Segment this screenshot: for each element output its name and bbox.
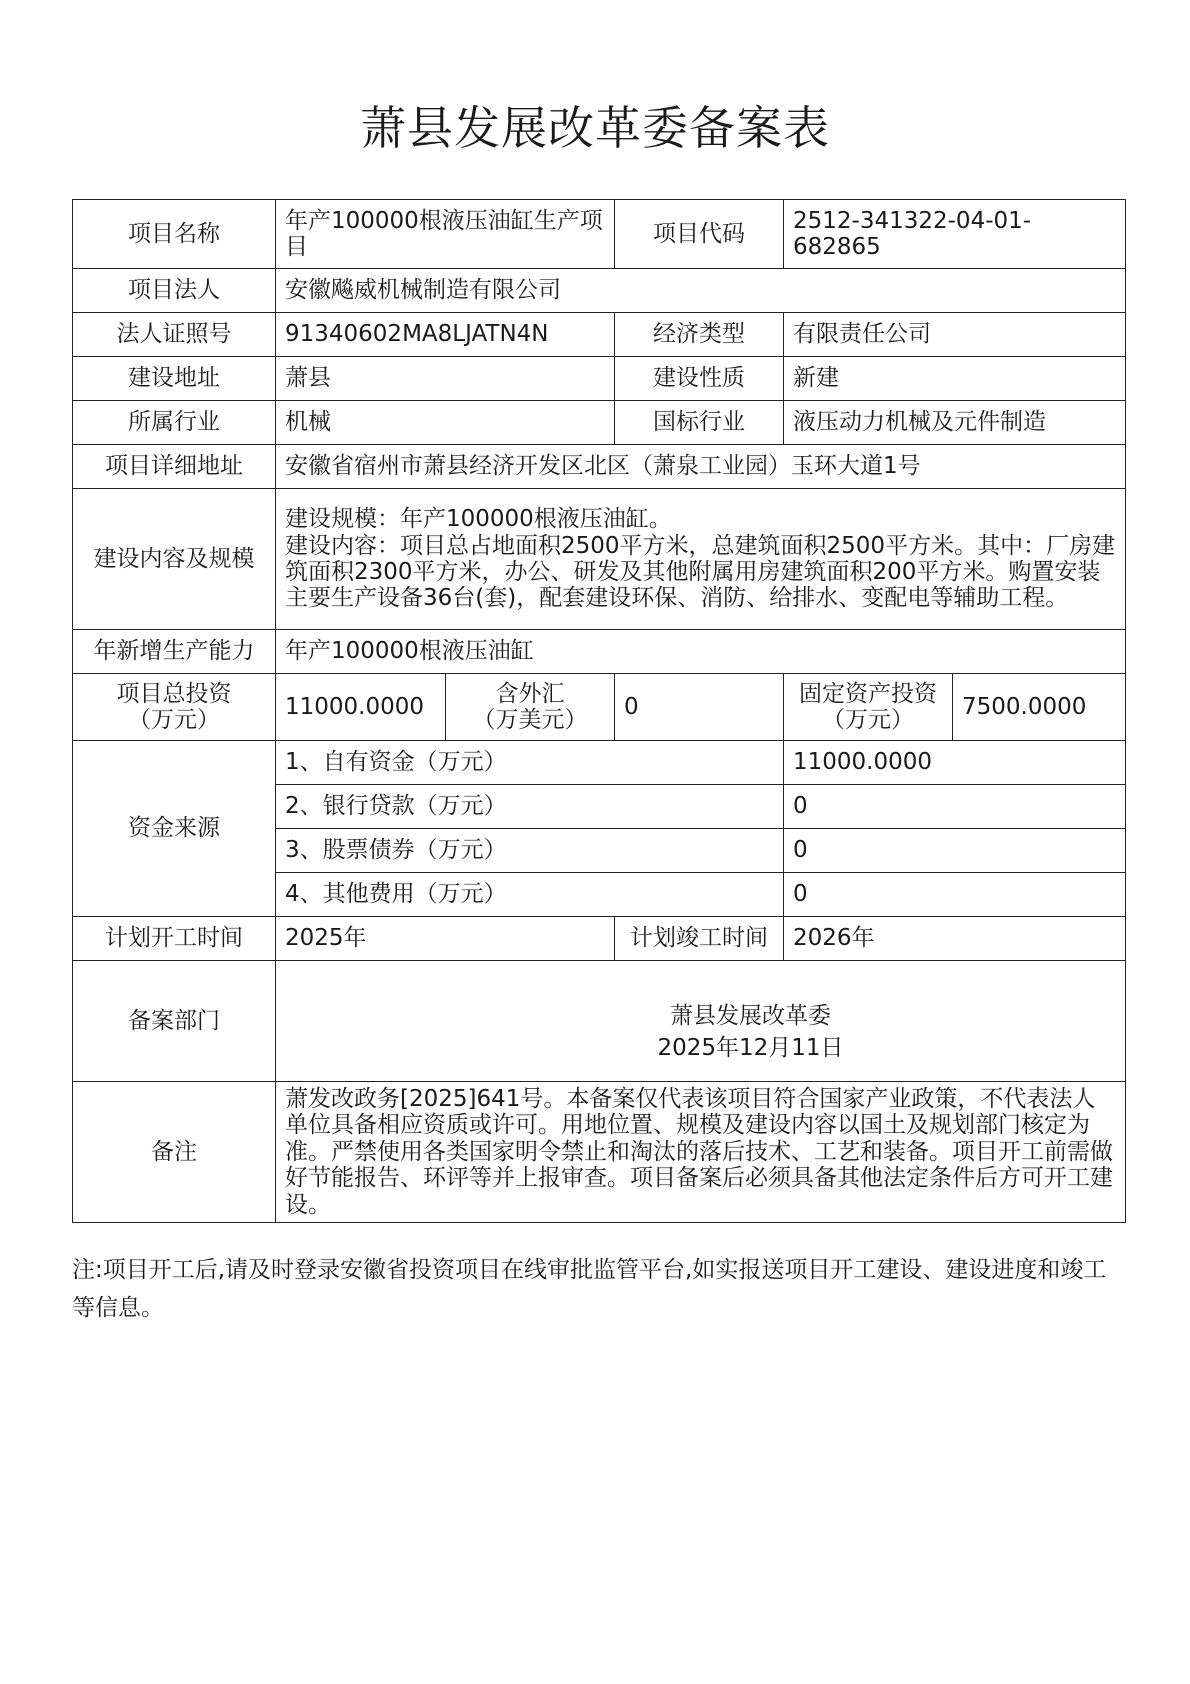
forex-value: 0 [615, 674, 784, 741]
total-investment-label: 项目总投资 （万元） [73, 674, 276, 741]
national-industry-value: 液压动力机械及元件制造 [784, 401, 1126, 445]
build-nature-label: 建设性质 [615, 357, 784, 401]
row-project-name [73, 200, 1126, 269]
fund-item-label: 4、其他费用（万元） [276, 873, 784, 917]
row-investment [73, 674, 1126, 741]
project-code-label: 项目代码 [615, 200, 784, 269]
row-new-capacity [73, 630, 1126, 674]
fund-item-value: 11000.0000 [784, 741, 1126, 785]
industry-label: 所属行业 [73, 401, 276, 445]
row-legal-person [73, 269, 1126, 313]
finish-time-label: 计划竣工时间 [615, 917, 784, 961]
fund-item-value: 0 [784, 873, 1126, 917]
fixed-asset-label: 固定资产投资 （万元） [784, 674, 953, 741]
row-industry [73, 401, 1126, 445]
row-remarks [73, 1082, 1126, 1223]
detail-address-value: 安徽省宿州市萧县经济开发区北区（萧泉工业园）玉环大道1号 [276, 445, 1126, 489]
content-scale-value: 建设规模：年产100000根液压油缸。 建设内容：项目总占地面积2500平方米，总建筑面积2500平方米。其中：厂房建筑面积2300平方米，办公、研发及其他附属用房建筑面积200平方米。购置安装主要生产设备36台(套)，配套建设环保、消防、给排水、变配电等辅助工程。 [276, 489, 1126, 630]
finish-time-value: 2026年 [784, 917, 1126, 961]
row-detail-address [73, 445, 1126, 489]
fund-row [73, 741, 1126, 785]
new-capacity-value: 年产100000根液压油缸 [276, 630, 1126, 674]
forex-label: 含外汇 （万美元） [446, 674, 615, 741]
filing-dept-label: 备案部门 [73, 961, 276, 1082]
legal-person-value: 安徽飚威机械制造有限公司 [276, 269, 1126, 313]
row-schedule [73, 917, 1126, 961]
content-scale-label: 建设内容及规模 [73, 489, 276, 630]
row-content-scale [73, 489, 1126, 630]
legal-person-label: 项目法人 [73, 269, 276, 313]
fund-item-label: 2、银行贷款（万元） [276, 785, 784, 829]
national-industry-label: 国标行业 [615, 401, 784, 445]
filing-dept-value: 萧县发展改革委 [670, 1003, 831, 1029]
page-title: 萧县发展改革委备案表 [360, 101, 830, 155]
project-name-value: 年产100000根液压油缸生产项目 [276, 200, 615, 269]
total-investment-value: 11000.0000 [276, 674, 446, 741]
detail-address-label: 项目详细地址 [73, 445, 276, 489]
fund-item-value: 0 [784, 785, 1126, 829]
filing-date-value: 2025年12月11日 [657, 1034, 844, 1061]
filing-table [72, 199, 1126, 1223]
remarks-value: 萧发改政务[2025]641号。本备案仅代表该项目符合国家产业政策，不代表法人单位具备相应资质或许可。用地位置、规模及建设内容以国土及规划部门核定为准。严禁使用各类国家明令禁止和淘汰的落后技术、工艺和装备。项目开工前需做好节能报告、环评等并上报审查。项目备案后必须具备其他法定条件后方可开工建设。 [276, 1082, 1126, 1223]
row-license [73, 313, 1126, 357]
license-no-label: 法人证照号 [73, 313, 276, 357]
industry-value: 机械 [276, 401, 615, 445]
start-time-label: 计划开工时间 [73, 917, 276, 961]
economic-type-label: 经济类型 [615, 313, 784, 357]
build-location-value: 萧县 [276, 357, 615, 401]
fixed-asset-value: 7500.0000 [953, 674, 1126, 741]
project-name-label: 项目名称 [73, 200, 276, 269]
build-nature-value: 新建 [784, 357, 1126, 401]
license-no-value: 91340602MA8LJATN4N [276, 313, 615, 357]
economic-type-value: 有限责任公司 [784, 313, 1126, 357]
new-capacity-label: 年新增生产能力 [73, 630, 276, 674]
build-location-label: 建设地址 [73, 357, 276, 401]
fund-item-label: 3、股票债券（万元） [276, 829, 784, 873]
start-time-value: 2025年 [276, 917, 615, 961]
row-filing-dept [73, 961, 1126, 1082]
footnote: 注:项目开工后,请及时登录安徽省投资项目在线审批监管平台,如实报送项目开工建设、建设进度和竣工等信息。 [72, 1257, 1107, 1321]
fund-item-value: 0 [784, 829, 1126, 873]
fund-item-label: 1、自有资金（万元） [276, 741, 784, 785]
row-location [73, 357, 1126, 401]
filing-stamp-area [276, 961, 1126, 1082]
fund-source-label: 资金来源 [73, 741, 276, 917]
remarks-label: 备注 [73, 1082, 276, 1223]
project-code-value: 2512-341322-04-01-682865 [784, 200, 1126, 269]
